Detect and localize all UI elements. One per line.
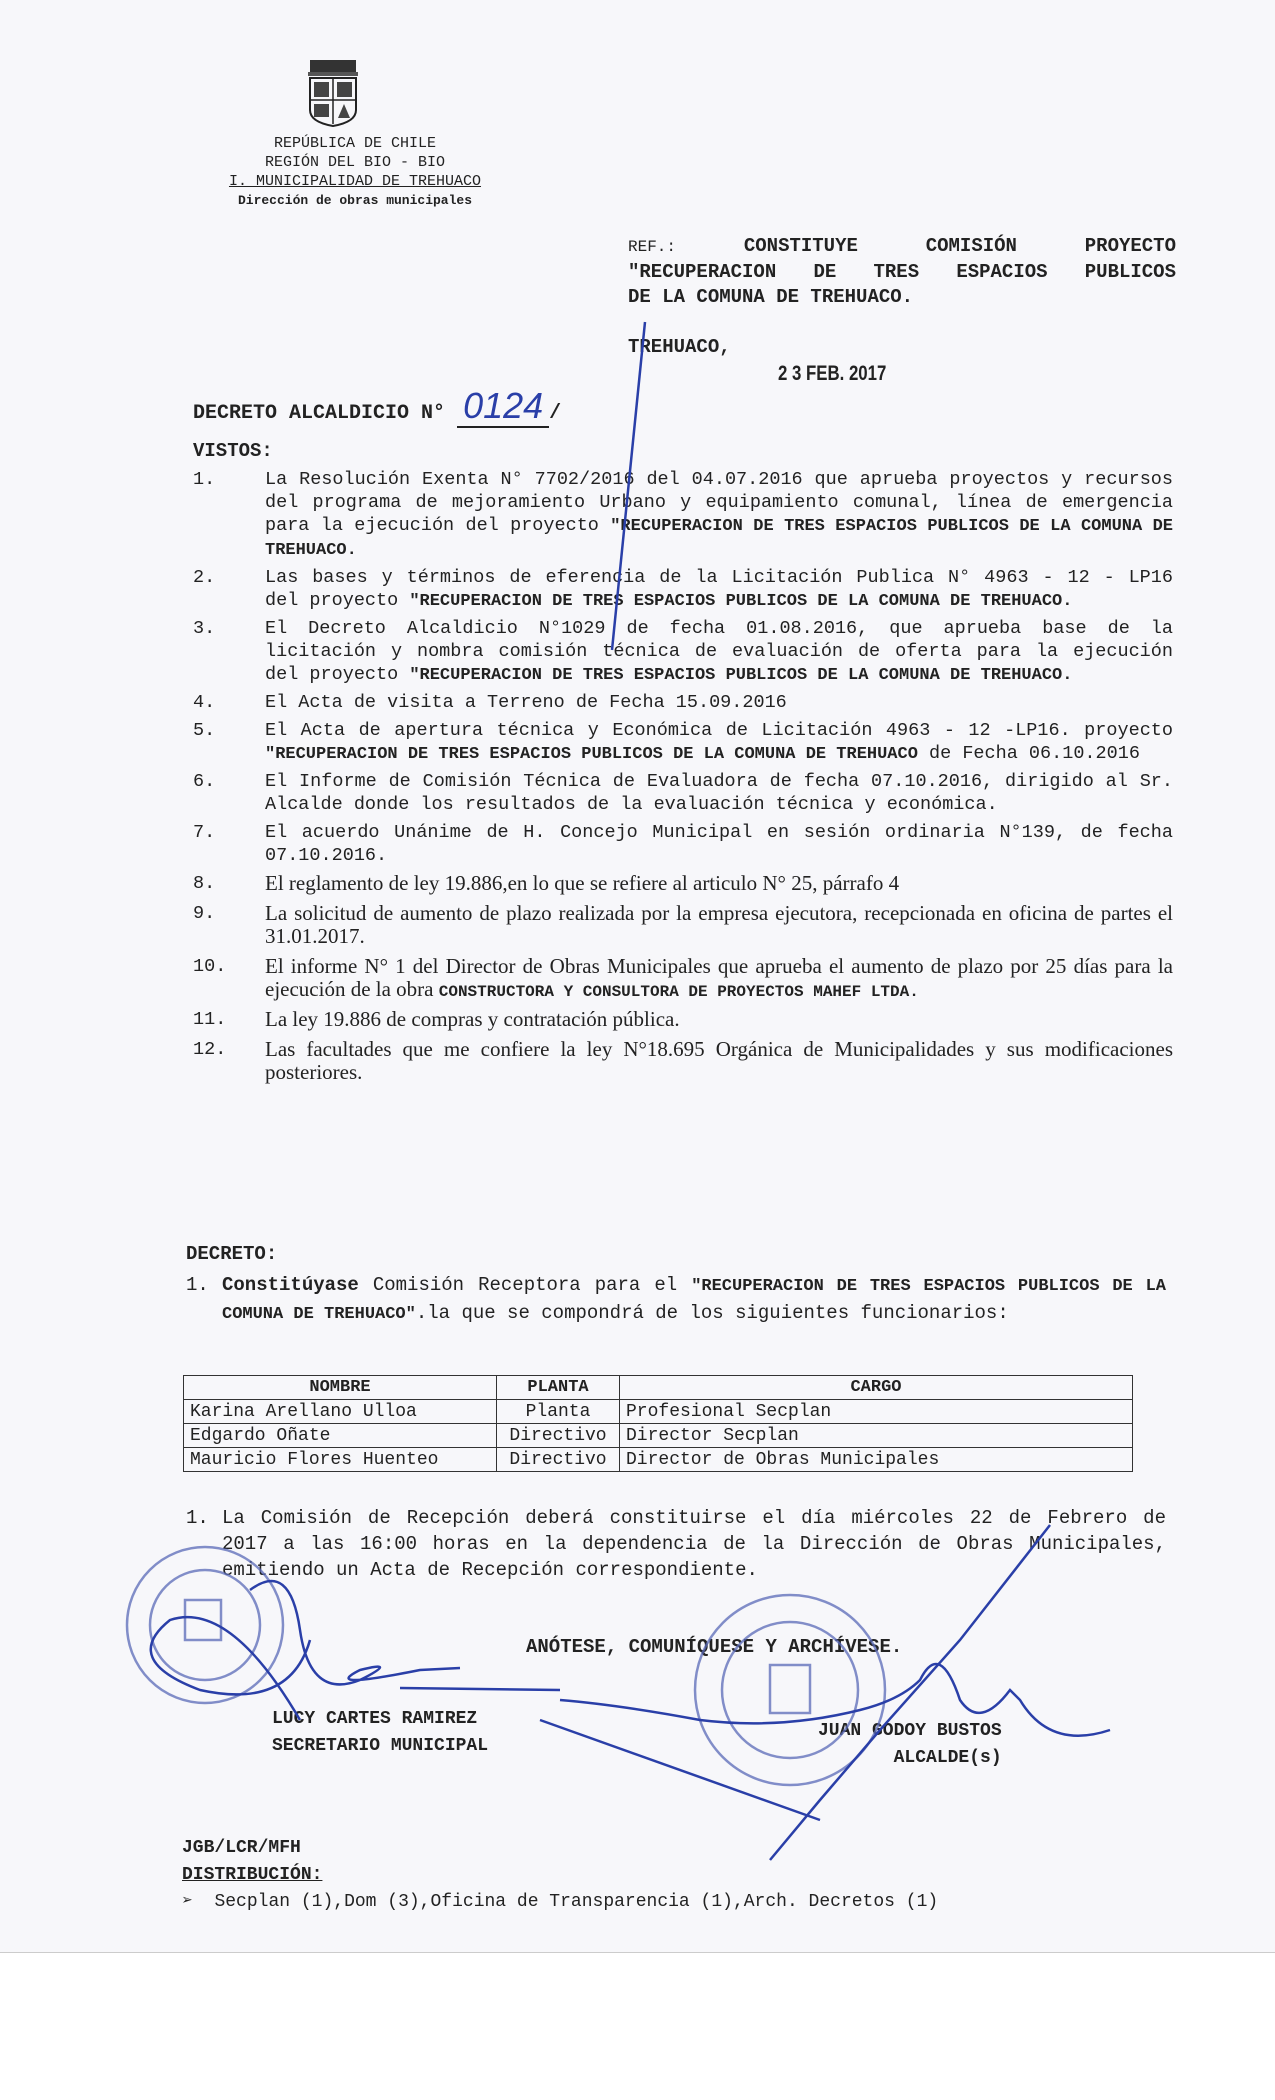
cell-planta: Directivo (497, 1424, 620, 1448)
item-text: El informe N° 1 del Director de Obras Municipales que aprueba el aumento de plazo por 25 días para la ejecución de la obra (265, 954, 1173, 1001)
item-text: La ley 19.886 de compras y contratación pública. (265, 1007, 680, 1031)
cell-nombre: Mauricio Flores Huenteo (184, 1448, 497, 1472)
arrow-bullet-icon: ➢ (182, 1892, 215, 1912)
vistos-item (193, 468, 1173, 562)
item-number: 12. (193, 1039, 227, 1060)
item-text: El Acta de visita a Terreno de Fecha 15.09.2016 (265, 692, 787, 713)
ref-line-3: DE LA COMUNA DE TREHUACO. (628, 286, 914, 308)
item-number: 1. (193, 469, 216, 490)
table-header-row (184, 1376, 1133, 1400)
item-number: 6. (193, 771, 216, 792)
signer-name: JUAN GODOY BUSTOS (818, 1721, 1002, 1741)
header-municipality: I. MUNICIPALIDAD DE TREHUACO (228, 173, 482, 190)
item-number: 11. (193, 1009, 227, 1030)
cell-cargo: Profesional Secplan (620, 1400, 1133, 1424)
col-nombre: NOMBRE (184, 1376, 497, 1400)
decree-suffix: / (549, 402, 562, 425)
vistos-item (193, 1008, 1173, 1034)
item-text: La solicitud de aumento de plazo realizada por la empresa ejecutora, recepcionada en oficina de partes el 31.01.2017. (265, 901, 1173, 948)
item-text: El Acta de apertura técnica y Económica de Licitación 4963 - 12 -LP16. proyecto (265, 720, 1173, 741)
vistos-list (193, 468, 1173, 1091)
vistos-item (193, 902, 1173, 951)
item-project: "RECUPERACION DE TRES ESPACIOS PUBLICOS DE LA COMUNA DE TREHUACO" (222, 1277, 1166, 1324)
header-region: REGIÓN DEL BIO - BIO (264, 154, 446, 171)
vistos-item (193, 955, 1173, 1004)
decreto-heading: DECRETO: (186, 1243, 278, 1265)
coat-of-arms-logo (300, 58, 366, 128)
vistos-item (193, 719, 1173, 766)
table-row (184, 1400, 1133, 1424)
item-text: Comisión Receptora para el (358, 1274, 692, 1296)
signature-secretary (272, 1706, 488, 1760)
item-number: 7. (193, 822, 216, 843)
signer-title: ALCALDE(s) (893, 1748, 1002, 1768)
header-department: Dirección de obras municipales (237, 193, 473, 208)
item-text: El Decreto Alcaldicio N°1029 de fecha 01.08.2016, que aprueba base de la licitación y nombra comisión técnica de evaluación de oferta para la ejecución del proyecto (265, 618, 1173, 685)
item-text: El Informe de Comisión Técnica de Evaluadora de fecha 07.10.2016, dirigido al Sr. Alcalde donde los resultados de la evaluación técnica y económica. (265, 771, 1173, 815)
vistos-item (193, 1038, 1173, 1087)
item-number: 1. (186, 1274, 209, 1296)
item-project: "RECUPERACION DE TRES ESPACIOS PUBLICOS DE LA COMUNA DE TREHUACO (265, 745, 918, 764)
letterhead (190, 134, 520, 210)
ref-label: REF.: (628, 238, 677, 256)
cell-nombre: Edgardo Oñate (184, 1424, 497, 1448)
decreto-item-1 (186, 1272, 1166, 1328)
signer-name: LUCY CARTES RAMIREZ (272, 1709, 478, 1729)
vistos-item (193, 566, 1173, 613)
distribution-list: Secplan (1),Dom (3),Oficina de Transparencia (1),Arch. Decretos (1) (214, 1892, 939, 1912)
item-number: 2. (193, 567, 216, 588)
commission-table (183, 1375, 1133, 1472)
item-number: 3. (193, 618, 216, 639)
item-project: CONSTRUCTORA Y CONSULTORA DE PROYECTOS MAHEF LTDA. (438, 983, 919, 1001)
vistos-item (193, 872, 1173, 898)
date-stamp: 2 3 FEB. 2017 (778, 362, 887, 385)
item-number: 4. (193, 692, 216, 713)
item-text-end: .la que se compondrá de los siguientes funcionarios: (415, 1302, 1009, 1324)
vistos-heading: VISTOS: (193, 440, 273, 462)
item-text: La Comisión de Recepción deberá constituirse el día miércoles 22 de Febrero de 2017 a las 16:00 horas en la dependencia de la Dirección de Obras Municipales, emitiendo un Acta de Recepción correspondiente. (222, 1507, 1166, 1581)
signer-title: SECRETARIO MUNICIPAL (272, 1736, 489, 1756)
item-number: 5. (193, 720, 216, 741)
item-text: El reglamento de ley 19.886,en lo que se refiere al articulo N° 25, párrafo 4 (265, 871, 900, 895)
item-text-end: de Fecha 06.10.2016 (917, 743, 1140, 764)
item-project: "RECUPERACION DE TRES ESPACIOS PUBLICOS DE LA COMUNA DE TREHUACO. (409, 592, 1073, 611)
col-planta: PLANTA (497, 1376, 620, 1400)
item-number: 1. (186, 1507, 209, 1529)
item-project: "RECUPERACION DE TRES ESPACIOS PUBLICOS DE LA COMUNA DE TREHUACO. (409, 666, 1073, 685)
cell-planta: Planta (497, 1400, 620, 1424)
closing-formula: ANÓTESE, COMUNÍQUESE Y ARCHÍVESE. (526, 1636, 903, 1658)
item-number: 10. (193, 956, 227, 977)
item-text: Las bases y términos de eferencia de la Licitación Publica N° 4963 - 12 - LP16 del proyecto (265, 567, 1173, 611)
decreto-item-2 (186, 1505, 1166, 1583)
ref-line-1: CONSTITUYE COMISIÓN PROYECTO (743, 235, 1176, 257)
item-text: El acuerdo Unánime de H. Concejo Municipal en sesión ordinaria N°139, de fecha 07.10.2016. (265, 822, 1173, 866)
decree-number: 0124 (457, 385, 549, 428)
item-number: 9. (193, 903, 216, 924)
item-text: La Resolución Exenta N° 7702/2016 del 04.07.2016 que aprueba proyectos y recursos del programa de mejoramiento Urbano y equipamiento comunal, línea de emergencia para la ejecución del proyecto (265, 469, 1173, 536)
item-project: "RECUPERACION DE TRES ESPACIOS PUBLICOS DE LA COMUNA DE TREHUACO. (265, 517, 1174, 560)
decree-number-line (193, 385, 561, 427)
footer (182, 1835, 938, 1916)
item-lead: Constitúyase (222, 1274, 359, 1296)
item-text: Las facultades que me confiere la ley N°18.695 Orgánica de Municipalidades y sus modificaciones posteriores. (265, 1037, 1173, 1084)
item-number: 8. (193, 873, 216, 894)
signature-mayor (818, 1718, 1002, 1772)
distribution-heading: DISTRIBUCIÓN: (182, 1865, 323, 1885)
initials: JGB/LCR/MFH (182, 1838, 301, 1858)
vistos-item (193, 617, 1173, 687)
reference-block (628, 234, 1176, 310)
decree-label: DECRETO ALCALDICIO N° (193, 402, 446, 425)
table-row (184, 1424, 1133, 1448)
vistos-item (193, 691, 1173, 715)
vistos-item (193, 770, 1173, 817)
table-row (184, 1448, 1133, 1472)
city: TREHUACO, (628, 336, 731, 358)
cell-cargo: Director Secplan (620, 1424, 1133, 1448)
cell-nombre: Karina Arellano Ulloa (184, 1400, 497, 1424)
col-cargo: CARGO (620, 1376, 1133, 1400)
header-country: REPÚBLICA DE CHILE (273, 135, 437, 152)
cell-planta: Directivo (497, 1448, 620, 1472)
cell-cargo: Director de Obras Municipales (620, 1448, 1133, 1472)
vistos-item (193, 821, 1173, 868)
ref-line-2: "RECUPERACION DE TRES ESPACIOS PUBLICOS (628, 261, 1176, 283)
